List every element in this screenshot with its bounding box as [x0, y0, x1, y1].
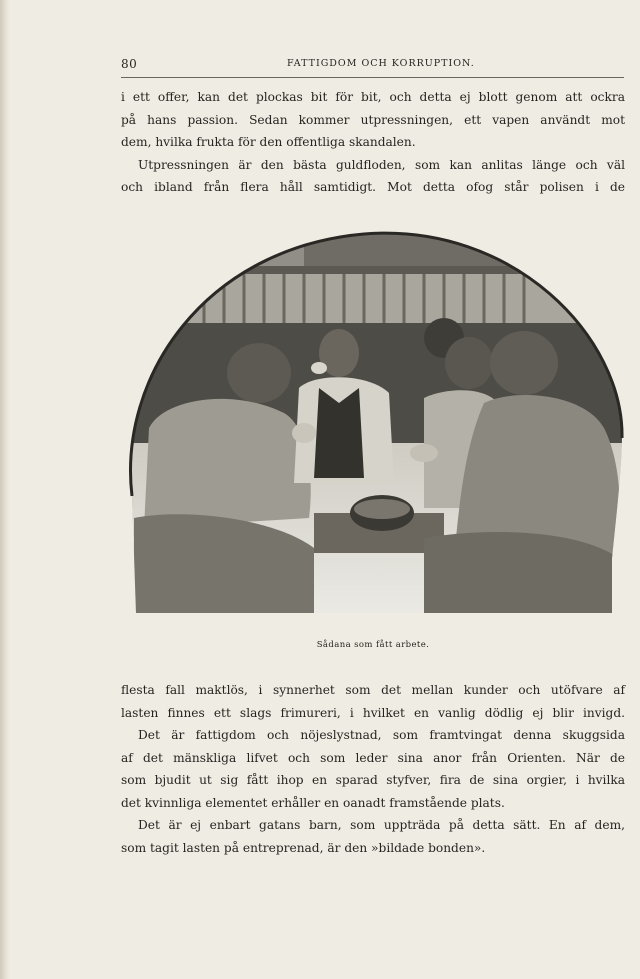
vignette-photograph [124, 228, 630, 616]
running-title: FATTIGDOM OCH KORRUPTION. [287, 58, 475, 69]
text-line: Utpressningen är den bästa guldfloden, som kan anlitas länge och väl [138, 157, 625, 172]
text-line: af det mänskliga lifvet och som leder sina anor från Orienten. När de [121, 750, 625, 765]
text-line: det kvinnliga elementet erhåller en oanadt framstående plats. [121, 795, 505, 810]
text-line: flesta fall maktlös, i synnerhet som det mellan kunder och utöfvare af [121, 683, 625, 697]
text-line: som tagit lasten på entreprenad, är den »bildade bonden». [121, 840, 486, 855]
text-line: som bjudit ut sig fått ihop en sparad styfver, fira de sina orgier, i hvilka [121, 773, 625, 787]
text-line: dem, hvilka frukta för den offentliga skandalen. [121, 135, 416, 149]
body-text-bottom [121, 679, 625, 859]
text-line: och ibland från flera håll samtidigt. Mot detta ofog står polisen i de [121, 180, 625, 194]
header-rule [121, 77, 624, 78]
photograph-figure [124, 228, 630, 616]
text-line: Det är ej enbart gatans barn, som uppträda på detta sätt. En af dem, [138, 818, 625, 832]
text-line: lasten finnes ett slags frimureri, i hvilket en vanlig dödlig ej blir invigd. [121, 705, 625, 720]
body-text-top [121, 86, 625, 199]
figure-caption: Sådana som fått arbete. [316, 640, 430, 650]
page-number: 80 [121, 57, 138, 71]
text-line: på hans passion. Sedan kommer utpressningen, ett vapen användt mot [121, 112, 625, 127]
text-line: i ett offer, kan det plockas bit för bit, och detta ej blott genom att ockra [121, 90, 625, 104]
text-line: Det är fattigdom och nöjeslystnad, som framtvingat denna skuggsida [138, 728, 625, 742]
page-edge [0, 0, 10, 979]
running-header [121, 57, 622, 75]
